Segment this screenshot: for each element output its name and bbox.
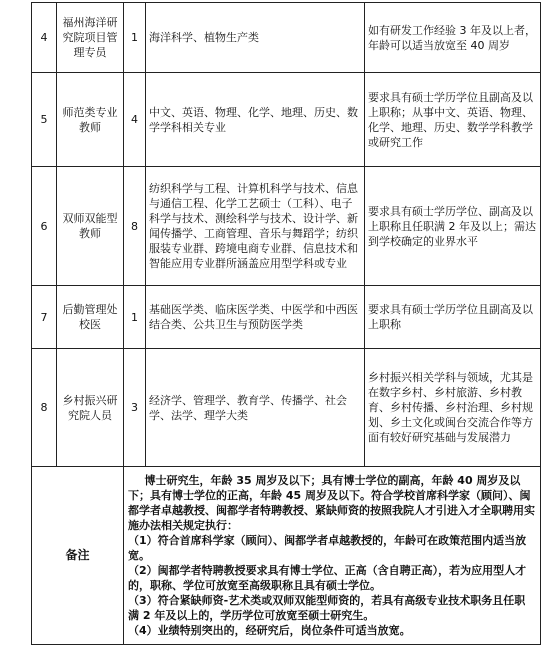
- other-requirement: 如有研发工作经验 3 年及以上者，年龄可以适当放宽至 40 周岁: [365, 3, 541, 73]
- note-row: [32, 467, 541, 645]
- row-number: 5: [32, 73, 57, 167]
- note-item: （2）闽都学者特聘教授要求具有博士学位、正高（含自聘正高），若为应用型人才的，职称、学位可放宽至高级职称且具有硕士学位。: [128, 564, 527, 592]
- position-name: 乡村振兴研究院人员: [57, 349, 124, 467]
- note-intro: 博士研究生，年龄 35 周岁及以下；具有博士学位的副高，年龄 40 周岁及以下；具有博士学位的正高，年龄 45 周岁及以下。符合学校首席科学家（顾问）、闽都学者卓越教授、闽都学者特聘教授、紧缺师资的按照我院人才引进入才全职聘用实施办法相关规定执行：: [128, 474, 535, 532]
- position-name: 福州海洋研究院项目管理专员: [57, 3, 124, 73]
- position-count: 1: [124, 286, 146, 349]
- table-row: [32, 73, 541, 167]
- note-item: （3）符合紧缺师资-艺术类或双师双能型师资的，若具有高级专业技术职务且任职满 2 年及以上的，学历学位可放宽至硕士研究生。: [128, 594, 526, 622]
- major-requirement: 海洋科学、植物生产类: [146, 3, 365, 73]
- position-name: 师范类专业教师: [57, 73, 124, 167]
- note-body: [124, 467, 541, 645]
- position-name: 后勤管理处校医: [57, 286, 124, 349]
- position-name: 双师双能型教师: [57, 167, 124, 286]
- note-label: 备注: [32, 467, 124, 645]
- row-number: 8: [32, 349, 57, 467]
- other-requirement: 要求具有硕士学历学位且副高及以上职称: [365, 286, 541, 349]
- position-count: 8: [124, 167, 146, 286]
- position-count: 1: [124, 3, 146, 73]
- major-requirement: 基础医学类、临床医学类、中医学和中西医结合类、公共卫生与预防医学类: [146, 286, 365, 349]
- other-requirement: 要求具有硕士学历学位、副高及以上职称且任职满 2 年及以上；需达到学校确定的业界水平: [365, 167, 541, 286]
- major-requirement: 纺织科学与工程、计算机科学与技术、信息与通信工程、化学工艺硕士（工科）、电子科学与技术、测绘科学与技术、设计学、新闻传播学、工商管理、音乐与舞蹈学；纺织服装专业群、跨境电商专业群、信息技术和智能应用专业群所涵盖应用型学科或专业: [146, 167, 365, 286]
- major-requirement: 中文、英语、物理、化学、地理、历史、数学学科相关专业: [146, 73, 365, 167]
- recruitment-table: [31, 2, 541, 645]
- note-item: （1）符合首席科学家（顾问）、闽都学者卓越教授的，年龄可在政策范围内适当放宽。: [128, 534, 527, 562]
- table-row: [32, 286, 541, 349]
- table-row: [32, 167, 541, 286]
- row-number: 7: [32, 286, 57, 349]
- table-row: [32, 3, 541, 73]
- position-count: 4: [124, 73, 146, 167]
- note-item: （4）业绩特别突出的，经研究后，岗位条件可适当放宽。: [128, 624, 411, 637]
- major-requirement: 经济学、管理学、教育学、传播学、社会学、法学、理学大类: [146, 349, 365, 467]
- position-count: 3: [124, 349, 146, 467]
- table-row: [32, 349, 541, 467]
- row-number: 4: [32, 3, 57, 73]
- row-number: 6: [32, 167, 57, 286]
- other-requirement: 乡村振兴相关学科与领域，尤其是在数字乡村、乡村旅游、乡村教育、乡村传播、乡村治理、乡村规划、乡土文化或闽台交流合作等方面有较好研究基础与发展潜力: [365, 349, 541, 467]
- other-requirement: 要求具有硕士学历学位且副高及以上职称；从事中文、英语、物理、化学、地理、历史、数学学科教学或研究工作: [365, 73, 541, 167]
